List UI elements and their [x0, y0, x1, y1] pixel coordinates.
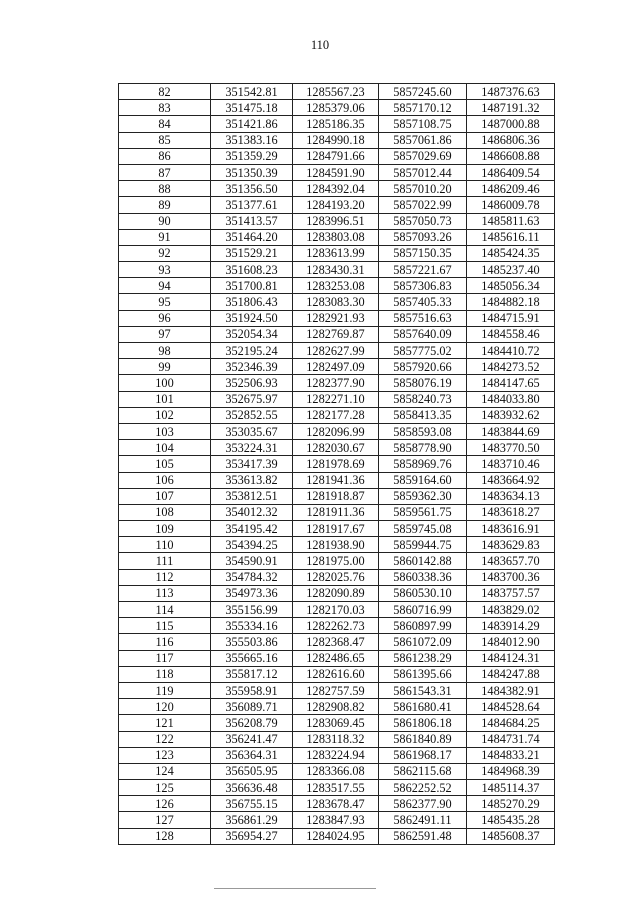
y1-cell: 1281911.36 [293, 504, 379, 520]
y1-cell: 1283678.47 [293, 796, 379, 812]
y2-cell: 1483664.92 [467, 472, 555, 488]
x1-cell: 351700.81 [211, 278, 293, 294]
y2-cell: 1485435.28 [467, 812, 555, 828]
point-number-cell: 84 [119, 116, 211, 132]
point-number-cell: 123 [119, 747, 211, 763]
point-number-cell: 111 [119, 553, 211, 569]
x2-cell: 5857150.35 [379, 245, 467, 261]
y1-cell: 1284193.20 [293, 197, 379, 213]
y1-cell: 1283224.94 [293, 747, 379, 763]
point-number-cell: 108 [119, 504, 211, 520]
y2-cell: 1487191.32 [467, 100, 555, 116]
x1-cell: 355665.16 [211, 650, 293, 666]
table-row [119, 197, 555, 213]
x2-cell: 5857516.63 [379, 310, 467, 326]
table-row [119, 278, 555, 294]
y1-cell: 1282486.65 [293, 650, 379, 666]
x2-cell: 5857170.12 [379, 100, 467, 116]
x1-cell: 351924.50 [211, 310, 293, 326]
x2-cell: 5858778.90 [379, 440, 467, 456]
table-row [119, 682, 555, 698]
y2-cell: 1483757.57 [467, 585, 555, 601]
y1-cell: 1284591.90 [293, 164, 379, 180]
y2-cell: 1484273.52 [467, 359, 555, 375]
point-number-cell: 90 [119, 213, 211, 229]
point-number-cell: 114 [119, 602, 211, 618]
x1-cell: 352852.55 [211, 407, 293, 423]
y2-cell: 1483616.91 [467, 521, 555, 537]
y1-cell: 1283613.99 [293, 245, 379, 261]
y1-cell: 1282769.87 [293, 326, 379, 342]
table-row [119, 666, 555, 682]
table-row [119, 747, 555, 763]
y2-cell: 1486009.78 [467, 197, 555, 213]
x2-cell: 5857108.75 [379, 116, 467, 132]
point-number-cell: 128 [119, 828, 211, 844]
table-row [119, 585, 555, 601]
y2-cell: 1483700.36 [467, 569, 555, 585]
x2-cell: 5862591.48 [379, 828, 467, 844]
table-row [119, 164, 555, 180]
x2-cell: 5858413.35 [379, 407, 467, 423]
x1-cell: 351383.16 [211, 132, 293, 148]
x1-cell: 351421.86 [211, 116, 293, 132]
point-number-cell: 107 [119, 488, 211, 504]
x2-cell: 5860897.99 [379, 618, 467, 634]
point-number-cell: 91 [119, 229, 211, 245]
y2-cell: 1486409.54 [467, 164, 555, 180]
x1-cell: 354784.32 [211, 569, 293, 585]
point-number-cell: 122 [119, 731, 211, 747]
table-row [119, 715, 555, 731]
x2-cell: 5861543.31 [379, 682, 467, 698]
y1-cell: 1282170.03 [293, 602, 379, 618]
y2-cell: 1486806.36 [467, 132, 555, 148]
point-number-cell: 98 [119, 343, 211, 359]
x1-cell: 356241.47 [211, 731, 293, 747]
table-row [119, 391, 555, 407]
point-number-cell: 83 [119, 100, 211, 116]
y1-cell: 1285379.06 [293, 100, 379, 116]
x1-cell: 351542.81 [211, 84, 293, 100]
x1-cell: 352506.93 [211, 375, 293, 391]
y2-cell: 1484124.31 [467, 650, 555, 666]
y1-cell: 1282262.73 [293, 618, 379, 634]
y2-cell: 1484731.74 [467, 731, 555, 747]
table-row [119, 553, 555, 569]
x2-cell: 5860716.99 [379, 602, 467, 618]
x2-cell: 5859561.75 [379, 504, 467, 520]
y1-cell: 1281978.69 [293, 456, 379, 472]
y1-cell: 1283366.08 [293, 763, 379, 779]
table-row [119, 116, 555, 132]
table-row [119, 780, 555, 796]
table-row [119, 375, 555, 391]
y2-cell: 1484382.91 [467, 682, 555, 698]
y1-cell: 1283803.08 [293, 229, 379, 245]
x2-cell: 5858076.19 [379, 375, 467, 391]
y1-cell: 1282025.76 [293, 569, 379, 585]
x1-cell: 353035.67 [211, 423, 293, 439]
table-row [119, 763, 555, 779]
y2-cell: 1485114.37 [467, 780, 555, 796]
table-row [119, 812, 555, 828]
x2-cell: 5861806.18 [379, 715, 467, 731]
point-number-cell: 95 [119, 294, 211, 310]
point-number-cell: 127 [119, 812, 211, 828]
table-row [119, 472, 555, 488]
x1-cell: 354394.25 [211, 537, 293, 553]
x2-cell: 5861395.66 [379, 666, 467, 682]
y1-cell: 1282030.67 [293, 440, 379, 456]
y2-cell: 1484684.25 [467, 715, 555, 731]
x2-cell: 5857640.09 [379, 326, 467, 342]
point-number-cell: 115 [119, 618, 211, 634]
y2-cell: 1484558.46 [467, 326, 555, 342]
x1-cell: 351359.29 [211, 148, 293, 164]
x2-cell: 5857029.69 [379, 148, 467, 164]
point-number-cell: 101 [119, 391, 211, 407]
x1-cell: 356755.15 [211, 796, 293, 812]
x1-cell: 354590.91 [211, 553, 293, 569]
point-number-cell: 96 [119, 310, 211, 326]
point-number-cell: 87 [119, 164, 211, 180]
table-row [119, 310, 555, 326]
y2-cell: 1483829.02 [467, 602, 555, 618]
x2-cell: 5858969.76 [379, 456, 467, 472]
x1-cell: 356364.31 [211, 747, 293, 763]
y2-cell: 1484410.72 [467, 343, 555, 359]
page-number: 110 [310, 38, 330, 52]
x1-cell: 354195.42 [211, 521, 293, 537]
table-row [119, 132, 555, 148]
y1-cell: 1283083.30 [293, 294, 379, 310]
x1-cell: 356208.79 [211, 715, 293, 731]
table-row [119, 504, 555, 520]
table-row [119, 650, 555, 666]
y2-cell: 1486209.46 [467, 181, 555, 197]
table-row [119, 569, 555, 585]
y1-cell: 1283517.55 [293, 780, 379, 796]
x1-cell: 355334.16 [211, 618, 293, 634]
x2-cell: 5860530.10 [379, 585, 467, 601]
y2-cell: 1483629.83 [467, 537, 555, 553]
x1-cell: 351806.43 [211, 294, 293, 310]
x1-cell: 352054.34 [211, 326, 293, 342]
table-row [119, 181, 555, 197]
x2-cell: 5857775.02 [379, 343, 467, 359]
y1-cell: 1284024.95 [293, 828, 379, 844]
y2-cell: 1484247.88 [467, 666, 555, 682]
point-number-cell: 93 [119, 262, 211, 278]
x2-cell: 5861840.89 [379, 731, 467, 747]
y1-cell: 1284791.66 [293, 148, 379, 164]
x1-cell: 352346.39 [211, 359, 293, 375]
point-number-cell: 118 [119, 666, 211, 682]
point-number-cell: 116 [119, 634, 211, 650]
point-number-cell: 105 [119, 456, 211, 472]
point-number-cell: 102 [119, 407, 211, 423]
point-number-cell: 104 [119, 440, 211, 456]
x2-cell: 5857061.86 [379, 132, 467, 148]
x1-cell: 351475.18 [211, 100, 293, 116]
y1-cell: 1282627.99 [293, 343, 379, 359]
x1-cell: 354012.32 [211, 504, 293, 520]
x2-cell: 5857221.67 [379, 262, 467, 278]
y2-cell: 1484033.80 [467, 391, 555, 407]
y2-cell: 1484882.18 [467, 294, 555, 310]
y2-cell: 1483770.50 [467, 440, 555, 456]
point-number-cell: 124 [119, 763, 211, 779]
point-number-cell: 97 [119, 326, 211, 342]
x2-cell: 5858593.08 [379, 423, 467, 439]
table-row [119, 440, 555, 456]
y1-cell: 1282177.28 [293, 407, 379, 423]
x1-cell: 355503.86 [211, 634, 293, 650]
y2-cell: 1483657.70 [467, 553, 555, 569]
y1-cell: 1281917.67 [293, 521, 379, 537]
y2-cell: 1486608.88 [467, 148, 555, 164]
point-number-cell: 100 [119, 375, 211, 391]
point-number-cell: 109 [119, 521, 211, 537]
y2-cell: 1483710.46 [467, 456, 555, 472]
y2-cell: 1483618.27 [467, 504, 555, 520]
y2-cell: 1484833.21 [467, 747, 555, 763]
table-row [119, 326, 555, 342]
x1-cell: 351356.50 [211, 181, 293, 197]
y1-cell: 1283118.32 [293, 731, 379, 747]
y2-cell: 1484147.65 [467, 375, 555, 391]
table-row [119, 229, 555, 245]
table-row [119, 618, 555, 634]
y1-cell: 1282921.93 [293, 310, 379, 326]
y1-cell: 1283996.51 [293, 213, 379, 229]
point-number-cell: 113 [119, 585, 211, 601]
y1-cell: 1282271.10 [293, 391, 379, 407]
table-row [119, 213, 555, 229]
y1-cell: 1282497.09 [293, 359, 379, 375]
point-number-cell: 125 [119, 780, 211, 796]
table-row [119, 602, 555, 618]
table-row [119, 262, 555, 278]
point-number-cell: 106 [119, 472, 211, 488]
y2-cell: 1485608.37 [467, 828, 555, 844]
y2-cell: 1484012.90 [467, 634, 555, 650]
y1-cell: 1282377.90 [293, 375, 379, 391]
x2-cell: 5860338.36 [379, 569, 467, 585]
x1-cell: 351529.21 [211, 245, 293, 261]
table-row [119, 343, 555, 359]
point-number-cell: 126 [119, 796, 211, 812]
x2-cell: 5857022.99 [379, 197, 467, 213]
y1-cell: 1281941.36 [293, 472, 379, 488]
y2-cell: 1485616.11 [467, 229, 555, 245]
x2-cell: 5857010.20 [379, 181, 467, 197]
point-number-cell: 85 [119, 132, 211, 148]
x2-cell: 5861238.29 [379, 650, 467, 666]
point-number-cell: 117 [119, 650, 211, 666]
y1-cell: 1282096.99 [293, 423, 379, 439]
table-row [119, 245, 555, 261]
y2-cell: 1485424.35 [467, 245, 555, 261]
point-number-cell: 103 [119, 423, 211, 439]
x1-cell: 351413.57 [211, 213, 293, 229]
y1-cell: 1285186.35 [293, 116, 379, 132]
point-number-cell: 94 [119, 278, 211, 294]
table-row [119, 521, 555, 537]
table-row [119, 456, 555, 472]
point-number-cell: 86 [119, 148, 211, 164]
x2-cell: 5859745.08 [379, 521, 467, 537]
x1-cell: 353812.51 [211, 488, 293, 504]
coordinates-table [118, 83, 555, 845]
x1-cell: 351350.39 [211, 164, 293, 180]
x1-cell: 352195.24 [211, 343, 293, 359]
y2-cell: 1487000.88 [467, 116, 555, 132]
y1-cell: 1283253.08 [293, 278, 379, 294]
y2-cell: 1483914.29 [467, 618, 555, 634]
y1-cell: 1282090.89 [293, 585, 379, 601]
table-row [119, 634, 555, 650]
y1-cell: 1283847.93 [293, 812, 379, 828]
x1-cell: 351464.20 [211, 229, 293, 245]
x1-cell: 353224.31 [211, 440, 293, 456]
y1-cell: 1285567.23 [293, 84, 379, 100]
x2-cell: 5862491.11 [379, 812, 467, 828]
y2-cell: 1484528.64 [467, 699, 555, 715]
table-row [119, 148, 555, 164]
x2-cell: 5857920.66 [379, 359, 467, 375]
y2-cell: 1485056.34 [467, 278, 555, 294]
point-number-cell: 88 [119, 181, 211, 197]
y1-cell: 1282368.47 [293, 634, 379, 650]
x1-cell: 353417.39 [211, 456, 293, 472]
table-row [119, 699, 555, 715]
y1-cell: 1281975.00 [293, 553, 379, 569]
x1-cell: 356861.29 [211, 812, 293, 828]
x2-cell: 5859944.75 [379, 537, 467, 553]
y2-cell: 1485270.29 [467, 796, 555, 812]
x2-cell: 5861968.17 [379, 747, 467, 763]
x2-cell: 5862252.52 [379, 780, 467, 796]
x1-cell: 354973.36 [211, 585, 293, 601]
point-number-cell: 112 [119, 569, 211, 585]
y1-cell: 1282616.60 [293, 666, 379, 682]
x2-cell: 5857405.33 [379, 294, 467, 310]
point-number-cell: 110 [119, 537, 211, 553]
y1-cell: 1282757.59 [293, 682, 379, 698]
x2-cell: 5862115.68 [379, 763, 467, 779]
x1-cell: 356505.95 [211, 763, 293, 779]
point-number-cell: 89 [119, 197, 211, 213]
table-row [119, 537, 555, 553]
table-row [119, 828, 555, 844]
x1-cell: 355817.12 [211, 666, 293, 682]
x1-cell: 355958.91 [211, 682, 293, 698]
x2-cell: 5857093.26 [379, 229, 467, 245]
x2-cell: 5857012.44 [379, 164, 467, 180]
y1-cell: 1281938.90 [293, 537, 379, 553]
y2-cell: 1483932.62 [467, 407, 555, 423]
point-number-cell: 119 [119, 682, 211, 698]
table-body [119, 84, 555, 845]
table-row [119, 423, 555, 439]
x2-cell: 5858240.73 [379, 391, 467, 407]
table-row [119, 407, 555, 423]
coordinates-table-container [118, 83, 554, 845]
table-row [119, 84, 555, 100]
x1-cell: 356636.48 [211, 780, 293, 796]
table-row [119, 796, 555, 812]
footer-divider [214, 888, 376, 889]
x1-cell: 351608.23 [211, 262, 293, 278]
y2-cell: 1487376.63 [467, 84, 555, 100]
x2-cell: 5859164.60 [379, 472, 467, 488]
y1-cell: 1281918.87 [293, 488, 379, 504]
x2-cell: 5859362.30 [379, 488, 467, 504]
y2-cell: 1484715.91 [467, 310, 555, 326]
table-row [119, 294, 555, 310]
x1-cell: 351377.61 [211, 197, 293, 213]
y1-cell: 1283430.31 [293, 262, 379, 278]
point-number-cell: 121 [119, 715, 211, 731]
x2-cell: 5857306.83 [379, 278, 467, 294]
table-row [119, 488, 555, 504]
x2-cell: 5857050.73 [379, 213, 467, 229]
point-number-cell: 92 [119, 245, 211, 261]
x2-cell: 5857245.60 [379, 84, 467, 100]
y2-cell: 1483844.69 [467, 423, 555, 439]
x2-cell: 5862377.90 [379, 796, 467, 812]
table-row [119, 100, 555, 116]
x1-cell: 355156.99 [211, 602, 293, 618]
x2-cell: 5861072.09 [379, 634, 467, 650]
y2-cell: 1483634.13 [467, 488, 555, 504]
x1-cell: 356954.27 [211, 828, 293, 844]
y1-cell: 1284392.04 [293, 181, 379, 197]
y2-cell: 1484968.39 [467, 763, 555, 779]
point-number-cell: 99 [119, 359, 211, 375]
table-row [119, 359, 555, 375]
y1-cell: 1284990.18 [293, 132, 379, 148]
y1-cell: 1282908.82 [293, 699, 379, 715]
table-row [119, 731, 555, 747]
x1-cell: 352675.97 [211, 391, 293, 407]
point-number-cell: 82 [119, 84, 211, 100]
x1-cell: 353613.82 [211, 472, 293, 488]
x2-cell: 5861680.41 [379, 699, 467, 715]
y2-cell: 1485811.63 [467, 213, 555, 229]
x1-cell: 356089.71 [211, 699, 293, 715]
y1-cell: 1283069.45 [293, 715, 379, 731]
y2-cell: 1485237.40 [467, 262, 555, 278]
x2-cell: 5860142.88 [379, 553, 467, 569]
point-number-cell: 120 [119, 699, 211, 715]
